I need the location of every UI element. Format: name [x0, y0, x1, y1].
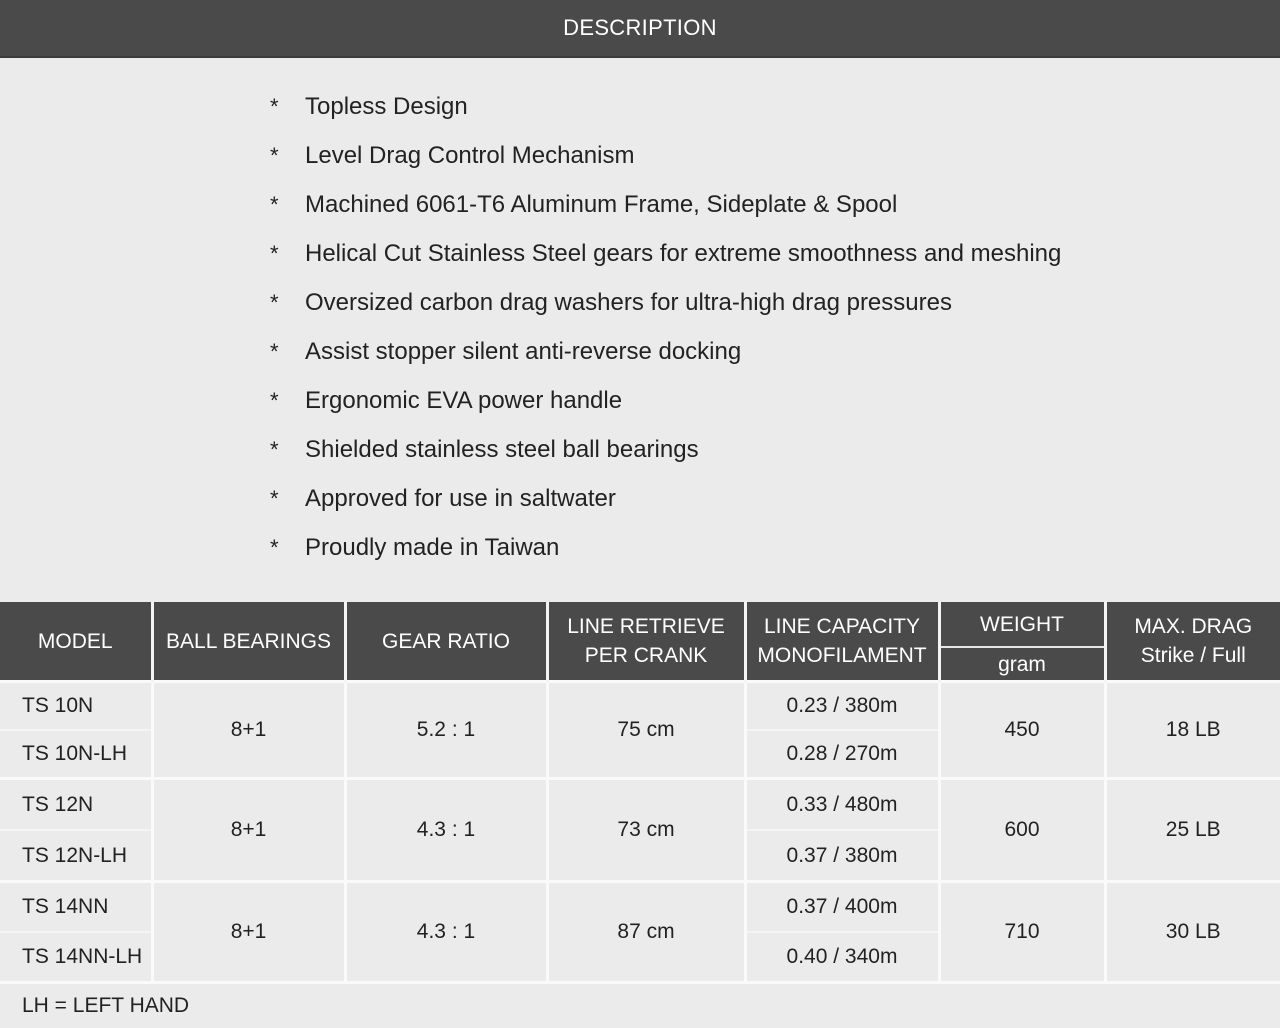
model-cell: TS 14NN [0, 882, 152, 933]
feature-item [270, 229, 1061, 278]
model-cell: TS 10N-LH [0, 730, 152, 779]
ball-bearings-cell: 8+1 [152, 882, 345, 983]
feature-item [270, 523, 1061, 572]
line-retrieve-cell: 75 cm [547, 682, 745, 779]
header-max-drag [1105, 602, 1280, 682]
header-model: MODEL [0, 602, 152, 682]
line-capacity-cell: 0.33 / 480m [745, 779, 939, 831]
feature-item [270, 425, 1061, 474]
feature-item [270, 278, 1061, 327]
header-weight-unit: gram [939, 647, 1105, 682]
feature-item [270, 180, 1061, 229]
header-weight: WEIGHT [939, 602, 1105, 647]
line-retrieve-cell: 73 cm [547, 779, 745, 882]
ball-bearings-cell: 8+1 [152, 779, 345, 882]
bullet-asterisk: * [270, 290, 305, 316]
feature-text: Oversized carbon drag washers for ultra-high drag pressures [305, 289, 952, 317]
header-line-capacity-line1: LINE CAPACITY [747, 612, 938, 641]
bullet-asterisk: * [270, 339, 305, 365]
weight-cell: 450 [939, 682, 1105, 779]
bullet-asterisk: * [270, 486, 305, 512]
gear-ratio-cell: 4.3 : 1 [345, 779, 547, 882]
header-line-retrieve-line1: LINE RETRIEVE [549, 612, 744, 641]
header-line-capacity [745, 602, 939, 682]
feature-text: Level Drag Control Mechanism [305, 142, 634, 170]
model-cell: TS 14NN-LH [0, 932, 152, 983]
bullet-asterisk: * [270, 388, 305, 414]
line-capacity-cell: 0.28 / 270m [745, 730, 939, 779]
line-capacity-cell: 0.37 / 400m [745, 882, 939, 933]
model-cell: TS 12N-LH [0, 830, 152, 882]
ball-bearings-cell: 8+1 [152, 682, 345, 779]
feature-list [270, 82, 1061, 572]
model-cell: TS 10N [0, 682, 152, 731]
feature-item [270, 474, 1061, 523]
gear-ratio-cell: 5.2 : 1 [345, 682, 547, 779]
feature-item [270, 376, 1061, 425]
line-retrieve-cell: 87 cm [547, 882, 745, 983]
header-line-capacity-line2: MONOFILAMENT [747, 641, 938, 670]
bullet-asterisk: * [270, 192, 305, 218]
bullet-asterisk: * [270, 94, 305, 120]
feature-text: Shielded stainless steel ball bearings [305, 436, 699, 464]
line-capacity-cell: 0.40 / 340m [745, 932, 939, 983]
description-header [0, 0, 1280, 58]
weight-cell: 600 [939, 779, 1105, 882]
bullet-asterisk: * [270, 535, 305, 561]
bullet-asterisk: * [270, 437, 305, 463]
description-title: DESCRIPTION [563, 15, 717, 41]
feature-text: Approved for use in saltwater [305, 485, 616, 513]
header-max-drag-line2: Strike / Full [1107, 641, 1280, 670]
feature-item [270, 327, 1061, 376]
feature-text: Ergonomic EVA power handle [305, 387, 622, 415]
bullet-asterisk: * [270, 143, 305, 169]
feature-item [270, 82, 1061, 131]
header-line-retrieve-line2: PER CRANK [549, 641, 744, 670]
footnote: LH = LEFT HAND [0, 983, 1280, 1028]
header-max-drag-line1: MAX. DRAG [1107, 612, 1280, 641]
header-line-retrieve [547, 602, 745, 682]
feature-text: Proudly made in Taiwan [305, 534, 559, 562]
max-drag-cell: 25 LB [1105, 779, 1280, 882]
feature-item [270, 131, 1061, 180]
weight-cell: 710 [939, 882, 1105, 983]
spec-table [0, 602, 1280, 1028]
feature-text: Assist stopper silent anti-reverse docking [305, 338, 741, 366]
model-cell: TS 12N [0, 779, 152, 831]
feature-text: Helical Cut Stainless Steel gears for extreme smoothness and meshing [305, 240, 1061, 268]
bullet-asterisk: * [270, 241, 305, 267]
header-ball-bearings: BALL BEARINGS [152, 602, 345, 682]
gear-ratio-cell: 4.3 : 1 [345, 882, 547, 983]
max-drag-cell: 18 LB [1105, 682, 1280, 779]
feature-text: Topless Design [305, 93, 468, 121]
line-capacity-cell: 0.23 / 380m [745, 682, 939, 731]
feature-text: Machined 6061-T6 Aluminum Frame, Sideplate & Spool [305, 191, 897, 219]
header-gear-ratio: GEAR RATIO [345, 602, 547, 682]
max-drag-cell: 30 LB [1105, 882, 1280, 983]
line-capacity-cell: 0.37 / 380m [745, 830, 939, 882]
